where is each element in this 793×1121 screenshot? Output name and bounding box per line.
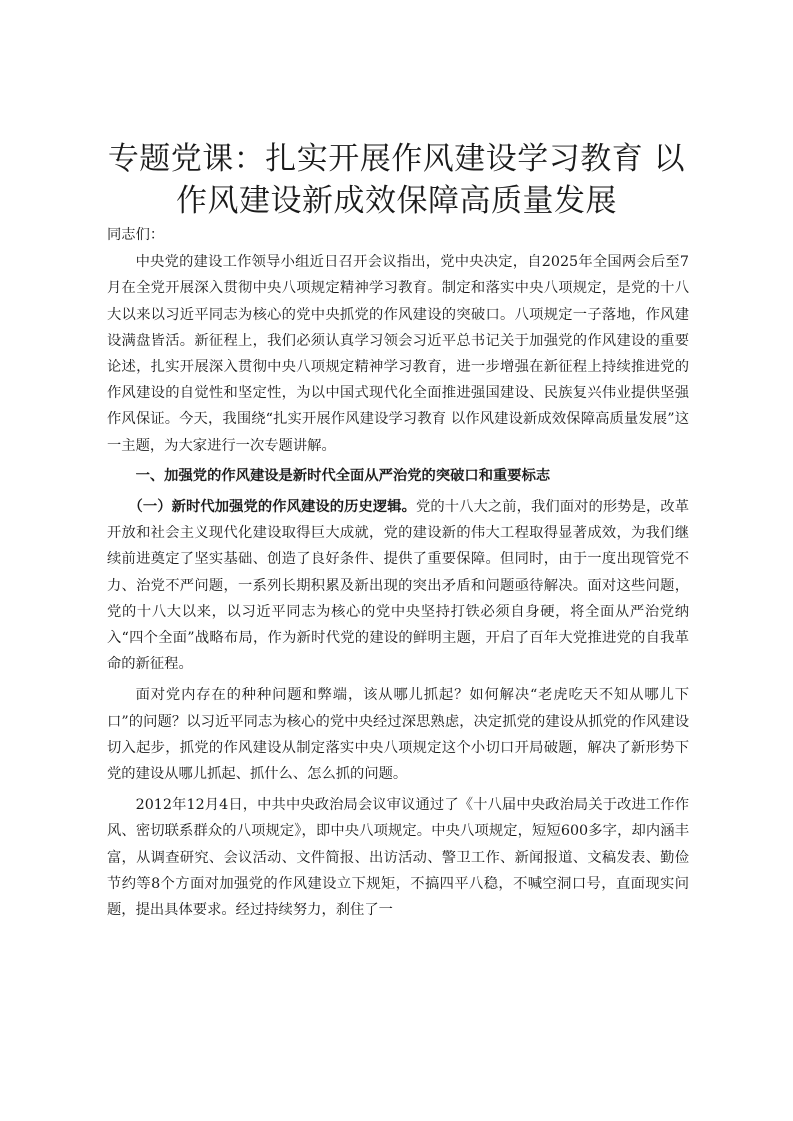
body-paragraph: 2012年12月4日，中共中央政治局会议审议通过了《十八届中央政治局关于改进工作作风、密切联系群众的八项规定》，即中央八项规定。中央八项规定，短短600多字，却内涵丰富，从调查研究、会议活动、文件简报、出访活动、警卫工作、新闻报道、文稿发表、勤俭节约等8个方面对加强党的作风建设立下规矩，不搞四平八稳，不喊空洞口号，直面现实问题，提出具体要求。经过持续努力，刹住了一 (107, 797, 689, 919)
document-body (107, 222, 689, 923)
intro-paragraph: 中央党的建设工作领导小组近日召开会议指出，党中央决定，自2025年全国两会后至7月在全党开展深入贯彻中央八项规定精神学习教育。制定和落实中央八项规定，是党的十八大以来以习近平同志为核心的党中央抓党的作风建设的突破口。八项规定一子落地，作风建设满盘皆活。新征程上，我们必须认真学习领会习近平总书记关于加强党的作风建设的重要论述，扎实开展深入贯彻中央八项规定精神学习教育，进一步增强在新征程上持续推进党的作风建设的自觉性和坚定性，为以中国式现代化全面推进强国建设、民族复兴伟业提供坚强作风保证。今天，我围绕“扎实开展作风建设学习教育 以作风建设新成效保障高质量发展”这一主题，为大家进行一次专题讲解。 (107, 254, 689, 454)
greeting: 同志们： (107, 227, 165, 243)
section-heading: 一、加强党的作风建设是新时代全面从严治党的突破口和重要标志 (135, 467, 551, 484)
body-paragraph: 面对党内存在的种种问题和弊端，该从哪儿抓起？如何解决“老虎吃天不知从哪儿下口”的问题？以习近平同志为核心的党中央经过深思熟虑，决定抓党的建设从抓党的作风建设切入起步，抓党的作风建设从制定落实中央八项规定这个小切口开局破题，解决了新形势下党的建设从哪儿抓起、抓什么、怎么抓的问题。 (107, 687, 689, 783)
subsection-heading: （一）新时代加强党的作风建设的历史逻辑。 (128, 499, 416, 516)
subsection-paragraph (107, 494, 689, 677)
document-title: 专题党课：扎实开展作风建设学习教育 以作风建设新成效保障高质量发展 (107, 141, 686, 219)
subsection-text: 党的十八大之前，我们面对的形势是，改革开放和社会主义现代化建设取得巨大成就，党的建设新的伟大工程取得显著成效，为我们继续前进奠定了坚实基础、创造了良好条件、提供了重要保障。但同时，由于一度出现管党不力、治党不严问题，一系列长期积累及新出现的突出矛盾和问题亟待解决。面对这些问题，党的十八大以来，以习近平同志为核心的党中央坚持打铁必须自身硬，将全面从严治党纳入“四个全面”战略布局，作为新时代党的建设的鲜明主题，开启了百年大党推进党的自我革命的新征程。 (107, 499, 690, 673)
